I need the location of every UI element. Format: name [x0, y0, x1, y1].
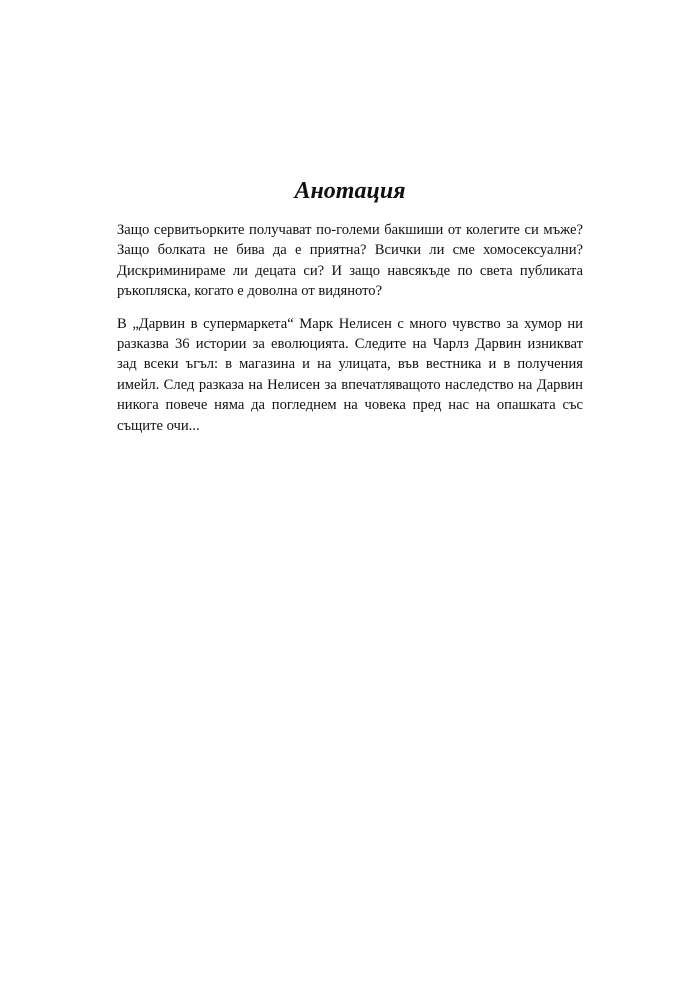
paragraph-2: В „Дарвин в супермаркета“ Марк Нелисен с много чувство за хумор ни разказва 36 истории за еволюцията. Следите на Чарлз Дарвин изникват зад всеки ъгъл: в магазина и на улицата, във вестника и в получения имейл. След разказа на Нелисен за впечатляващото наследство на Дарвин никога повече няма да погледнем на човека пред нас на опашката със същите очи... — [117, 315, 583, 434]
paragraph-1: Защо сервитьорките получават по-големи бакшиши от колегите си мъже? Защо болката не бива да е приятна? Всички ли сме хомосексуални? Дискриминираме ли децата си? И защо навсякъде по света публиката ръкопляска, когато е доволна от видяното? — [117, 222, 583, 300]
page-title: Анотация — [294, 178, 406, 204]
annotation-section — [117, 176, 583, 448]
